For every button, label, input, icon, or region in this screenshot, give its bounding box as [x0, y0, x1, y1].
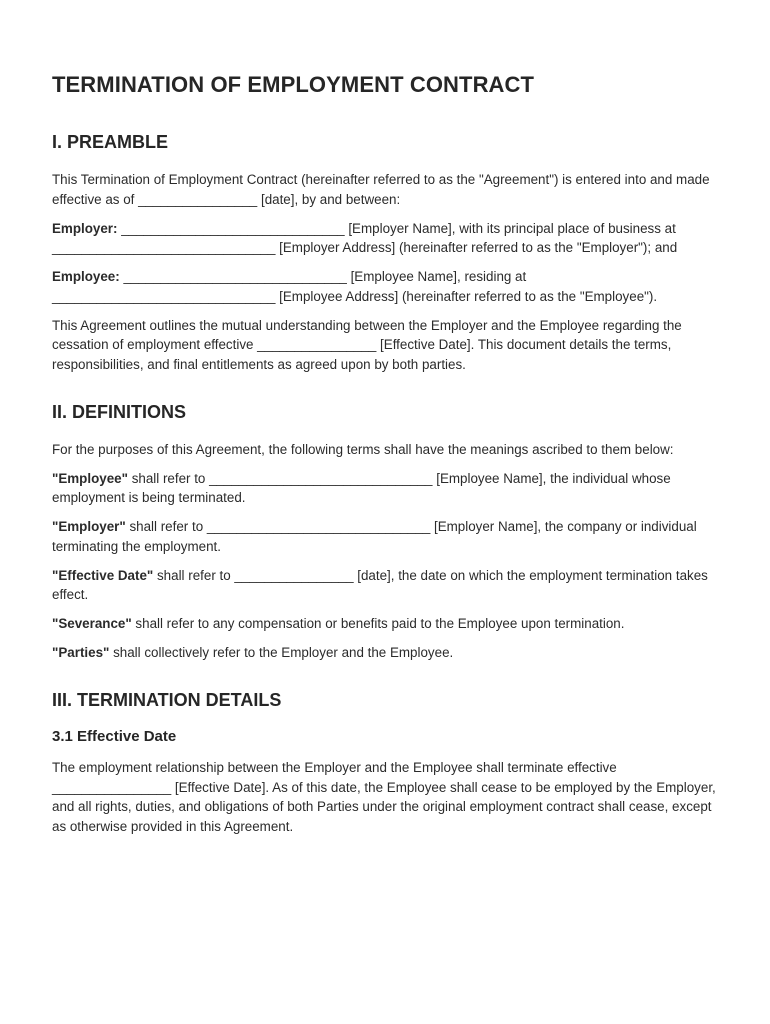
definition-term: "Employee": [52, 470, 128, 486]
definition-term: "Severance": [52, 616, 132, 631]
employer-label: Employer:: [52, 220, 118, 236]
employee-label: Employee:: [52, 269, 120, 284]
section-heading-definitions: II. DEFINITIONS: [52, 401, 187, 422]
definition-employer: [52, 517, 718, 556]
definition-text: shall refer to ________________ [date], the date on which the employment termination takes effect.: [52, 567, 708, 602]
agreement-outline-paragraph: This Agreement outlines the mutual understanding between the Employer and the Employee regarding the cessation of employment effective ________________ [Effective Date]. This document details the terms, responsibilities, and final entitlements as agreed upon by both parties.: [52, 317, 682, 372]
definition-text: shall refer to ______________________________ [Employer Name], the company or individual terminating the employment.: [52, 519, 697, 554]
employer-paragraph: [52, 219, 718, 258]
definition-text: shall refer to ______________________________ [Employee Name], the individual whose employment is being terminated.: [52, 470, 671, 505]
definition-text: shall collectively refer to the Employer and the Employee.: [109, 645, 454, 660]
definition-employee: [52, 469, 718, 508]
subsection-heading-effective-date: 3.1 Effective Date: [52, 728, 177, 745]
definition-term: "Effective Date": [52, 567, 154, 583]
document-title: TERMINATION OF EMPLOYMENT CONTRACT: [52, 72, 535, 97]
definition-text: shall refer to any compensation or benefits paid to the Employee upon termination.: [131, 616, 625, 631]
effective-date-paragraph: The employment relationship between the Employer and the Employee shall terminate effective ________________ [Effective Date]. As of this date, the Employee shall cease to be employed by the Employer, and all rights, duties, and obligations of both Parties under the original employment contract shall cease, except as otherwise provided in this Agreement.: [52, 760, 716, 834]
definition-term: "Parties": [52, 645, 110, 660]
section-heading-preamble: I. PREAMBLE: [52, 132, 169, 152]
definition-term: "Employer": [52, 519, 126, 534]
employer-text: ______________________________ [Employer Name], with its principal place of business at ______________________________ [Employer Address] (hereinafter referred to as the "Employer"); and: [52, 220, 678, 255]
employee-paragraph: [52, 267, 718, 306]
employee-text: ______________________________ [Employee Name], residing at ______________________________ [Employee Address] (hereinafter referred to as the "Employee").: [52, 269, 658, 304]
definition-effective-date: [52, 566, 718, 605]
preamble-paragraph: This Termination of Employment Contract (hereinafter referred to as the "Agreement") is entered into and made effective as of ________________ [date], by and between:: [52, 172, 710, 207]
definition-severance: [52, 614, 718, 634]
section-heading-termination-details: III. TERMINATION DETAILS: [52, 690, 282, 710]
definitions-intro: For the purposes of this Agreement, the following terms shall have the meanings ascribed to them below:: [52, 441, 674, 457]
definition-parties: [52, 643, 718, 663]
